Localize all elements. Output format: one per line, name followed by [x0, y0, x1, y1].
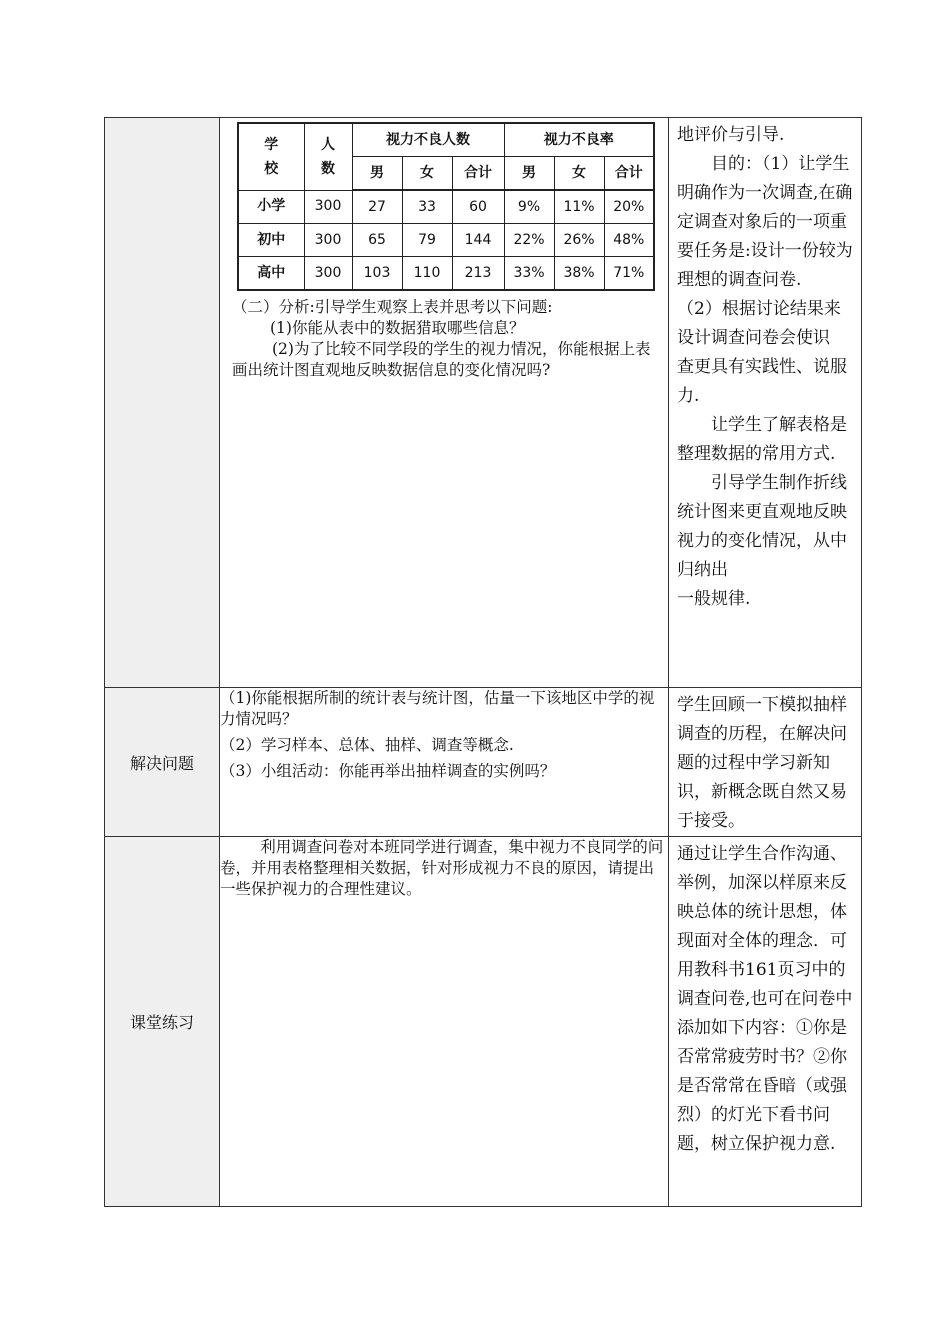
row-practice — [105, 837, 862, 1207]
cell-total: 60 — [452, 190, 504, 224]
note-line: 引导学生制作折线统计图来更直观地反映视力的变化情况，从中归纳出 — [677, 473, 847, 580]
analysis-questions — [232, 297, 668, 381]
vision-data-table — [237, 122, 655, 291]
analysis-content — [220, 118, 669, 688]
analysis-notes — [669, 118, 862, 688]
solve-item: （1)你能根据所制的统计表与统计图，估量一下该地区中学的视力情况吗？ — [220, 689, 655, 728]
note-line: （2）根据讨论结果来设计调查问卷会使识 — [677, 299, 841, 348]
header-total: 合计 — [452, 157, 504, 191]
cell-female: 79 — [402, 224, 452, 257]
practice-content — [220, 837, 669, 1207]
cell-school: 初中 — [238, 224, 304, 257]
question-2: (2)为了比较不同学段的学生的视力情况，你能根据上表画出统计图直观地反映数据信息的变化情况吗? — [232, 340, 651, 379]
header-school: 学 校 — [238, 123, 304, 190]
cell-female: 110 — [402, 257, 452, 291]
solve-item: （3）小组活动：你能再举出抽样调查的实例吗？ — [220, 762, 556, 780]
header-female: 女 — [402, 157, 452, 191]
note-line: 目的：（1）让学生明确作为一次调查,在确定调查对象后的一项重要任务是:设计一份较为理想的调查问卷. — [677, 154, 853, 290]
cell-male-rate: 33% — [504, 257, 554, 291]
cell-total-rate: 71% — [604, 257, 654, 291]
lesson-plan-table — [104, 117, 862, 1207]
row-label-solve: 解决问题 — [105, 688, 220, 837]
row-analysis — [105, 118, 862, 688]
solve-content — [220, 688, 669, 837]
cell-total: 144 — [452, 224, 504, 257]
note-line: 让学生了解表格是整理数据的常用方式. — [677, 415, 847, 464]
header-total-rate: 合计 — [604, 157, 654, 191]
practice-text: 利用调查问卷对本班同学进行调查，集中视力不良同学的问卷，并用表格整理相关数据，针对形成视力不良的原因，请提出一些保护视力的合理性建议。 — [220, 838, 664, 898]
cell-people: 300 — [304, 257, 352, 291]
cell-male: 103 — [352, 257, 402, 291]
header-male-rate: 男 — [504, 157, 554, 191]
question-1: (1)你能从表中的数据猎取哪些信息？ — [270, 319, 525, 337]
analysis-title: （二）分析:引导学生观察上表并思考以下问题: — [232, 298, 553, 316]
header-people: 人 数 — [304, 123, 352, 190]
row-label-practice: 课堂练习 — [105, 837, 220, 1207]
solve-note: 学生回顾一下模拟抽样调查的历程，在解决问题的过程中学习新知识，新概念既自然又易于接受。 — [669, 688, 862, 837]
header-male: 男 — [352, 157, 402, 191]
cell-total-rate: 48% — [604, 224, 654, 257]
cell-school: 高中 — [238, 257, 304, 291]
cell-female-rate: 38% — [554, 257, 604, 291]
cell-people: 300 — [304, 224, 352, 257]
cell-male-rate: 22% — [504, 224, 554, 257]
header-female-rate: 女 — [554, 157, 604, 191]
row-solve — [105, 688, 862, 837]
header-poor-count: 视力不良人数 — [352, 123, 504, 157]
cell-total: 213 — [452, 257, 504, 291]
note-line: 一般规律. — [677, 589, 751, 609]
header-poor-rate: 视力不良率 — [504, 123, 654, 157]
practice-note: 通过让学生合作沟通、举例，加深以样原来反映总体的统计思想，体现面对全体的理念．可用教科书161页习中的调查问卷,也可在问卷中添加如下内容：①你是否常常疲劳时书？②你是否常常在昏暗（或强烈）的灯光下看书问题，树立保护视力意. — [669, 837, 862, 1207]
table-row — [238, 190, 654, 224]
cell-school: 小学 — [238, 190, 304, 224]
cell-female-rate: 11% — [554, 190, 604, 224]
cell-female: 33 — [402, 190, 452, 224]
cell-female-rate: 26% — [554, 224, 604, 257]
table-row — [238, 257, 654, 291]
cell-people: 300 — [304, 190, 352, 224]
note-line: 地评价与引导. — [677, 125, 785, 145]
note-line: 查更具有实践性、说服力. — [677, 357, 847, 406]
cell-total-rate: 20% — [604, 190, 654, 224]
solve-item: （2）学习样本、总体、抽样、调查等概念. — [220, 736, 514, 754]
table-row — [238, 224, 654, 257]
cell-male: 27 — [352, 190, 402, 224]
row-label-empty — [105, 118, 220, 688]
cell-male-rate: 9% — [504, 190, 554, 224]
cell-male: 65 — [352, 224, 402, 257]
